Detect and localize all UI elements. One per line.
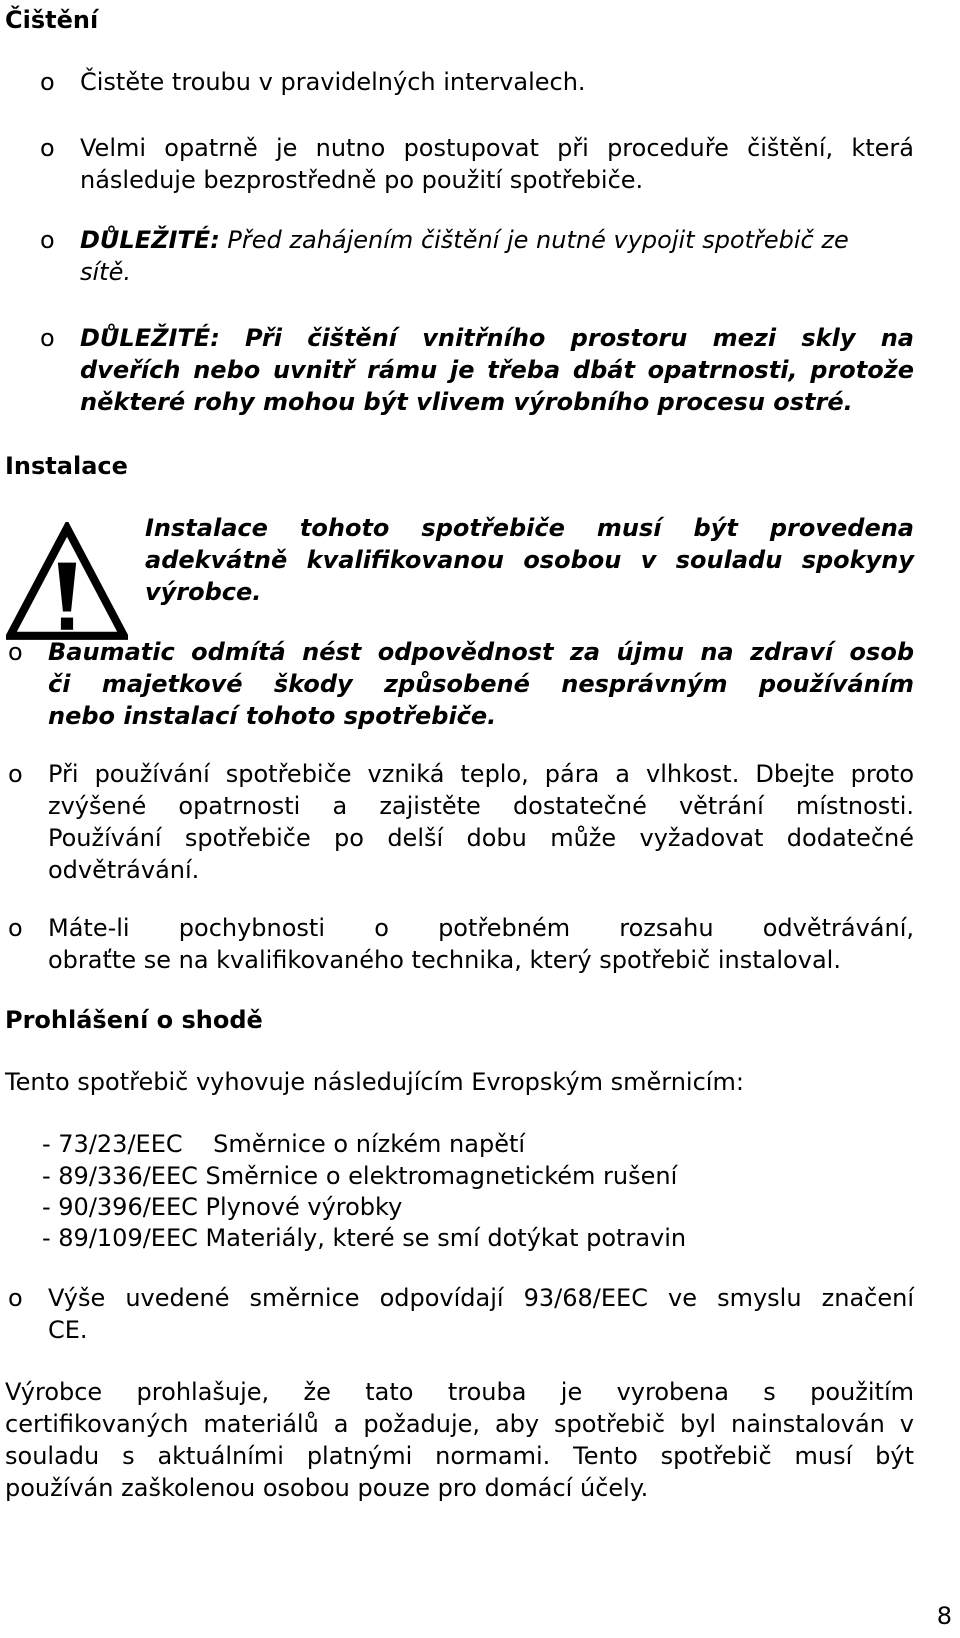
- page-number: 8: [936, 1602, 952, 1630]
- text-line: zvýšené opatrnosti a zajistěte dostatečné větrání místnosti.: [48, 792, 914, 820]
- text-line: či majetkové škody způsobené nesprávným používáním: [48, 670, 914, 698]
- text-line: Čistěte troubu v pravidelných intervalech.: [80, 68, 586, 96]
- text-line: Velmi opatrně je nutno postupovat při proceduře čištění, která: [80, 134, 914, 162]
- text-line: DŮLEŽITÉ: Při čištění vnitřního prostoru mezi skly na: [80, 324, 914, 352]
- text-line: CE.: [48, 1316, 88, 1344]
- text-line: [80, 224, 914, 256]
- text-line: odvětrávání.: [48, 856, 200, 884]
- important-label: DŮLEŽITÉ:: [80, 226, 220, 254]
- text-line: adekvátně kvalifikovanou osobou v souladu spokyny: [145, 546, 914, 574]
- text-line: používán zaškolenou osobou pouze pro domácí účely.: [5, 1474, 649, 1502]
- directive-row: - 89/109/EEC Materiály, které se smí dotýkat potravin: [42, 1224, 687, 1252]
- cleaning-item-4: [80, 322, 914, 418]
- installation-item-3: [48, 912, 914, 976]
- text-line: Máte-li pochybnosti o potřebném rozsahu odvětrávání,: [48, 914, 914, 942]
- conformity-intro: [5, 1066, 914, 1098]
- cleaning-item-2: [80, 132, 914, 196]
- text-line: obraťte se na kvalifikovaného technika, který spotřebič instaloval.: [48, 946, 841, 974]
- bullet-marker: o: [40, 68, 55, 96]
- bullet-marker: o: [40, 134, 55, 162]
- installation-heading: Instalace: [5, 452, 128, 480]
- text-line: dveřích nebo uvnitř rámu je třeba dbát opatrnosti, protože: [80, 356, 914, 384]
- text-line: Tento spotřebič vyhovuje následujícím Evropským směrnicím:: [5, 1068, 744, 1096]
- directive-row: - 90/396/EEC Plynové výrobky: [42, 1193, 403, 1221]
- text-line: sítě.: [80, 258, 131, 286]
- directive-row: - 89/336/EEC Směrnice o elektromagnetickém rušení: [42, 1162, 678, 1190]
- installation-warning: [145, 512, 914, 608]
- text-line: certifikovaných materiálů a požaduje, aby spotřebič byl nainstalován v: [5, 1410, 914, 1438]
- installation-item-1: [48, 636, 914, 732]
- directive-row: - 73/23/EEC Směrnice o nízkém napětí: [42, 1130, 526, 1158]
- bullet-marker: o: [8, 914, 23, 942]
- bullet-marker: o: [40, 226, 55, 254]
- text-line: Používání spotřebiče po delší dobu může vyžadovat dodatečné: [48, 824, 914, 852]
- text-line: některé rohy mohou být vlivem výrobního procesu ostré.: [80, 388, 853, 416]
- installation-item-2: [48, 758, 914, 886]
- text-line: Výše uvedené směrnice odpovídají 93/68/EEC ve smyslu značení: [48, 1284, 914, 1312]
- bullet-marker: o: [40, 324, 55, 352]
- text-line: souladu s aktuálními platnými normami. Tento spotřebič musí být: [5, 1442, 914, 1470]
- text-line: Při používání spotřebiče vzniká teplo, pára a vlhkost. Dbejte proto: [48, 760, 914, 788]
- bullet-marker: o: [8, 638, 23, 666]
- cleaning-item-3: [80, 224, 914, 288]
- bullet-marker: o: [8, 760, 23, 788]
- cleaning-item-1: [80, 66, 914, 98]
- conformity-heading: Prohlášení o shodě: [5, 1006, 263, 1034]
- ce-item: [48, 1282, 914, 1346]
- text-line: Výrobce prohlašuje, že tato trouba je vyrobena s použitím: [5, 1378, 914, 1406]
- text-line: výrobce.: [145, 578, 262, 606]
- text-line: následuje bezprostředně po použití spotřebiče.: [80, 166, 644, 194]
- text-line: nebo instalací tohoto spotřebiče.: [48, 702, 497, 730]
- bullet-marker: o: [8, 1284, 23, 1312]
- text-fragment: Před zahájením čištění je nutné vypojit spotřebič ze: [219, 226, 849, 254]
- closing-paragraph: [5, 1376, 914, 1504]
- text-line: Instalace tohoto spotřebiče musí být provedena: [145, 514, 914, 542]
- cleaning-heading: Čištění: [5, 6, 99, 34]
- text-line: Baumatic odmítá nést odpovědnost za újmu na zdraví osob: [48, 638, 914, 666]
- warning-triangle-icon: [6, 522, 128, 644]
